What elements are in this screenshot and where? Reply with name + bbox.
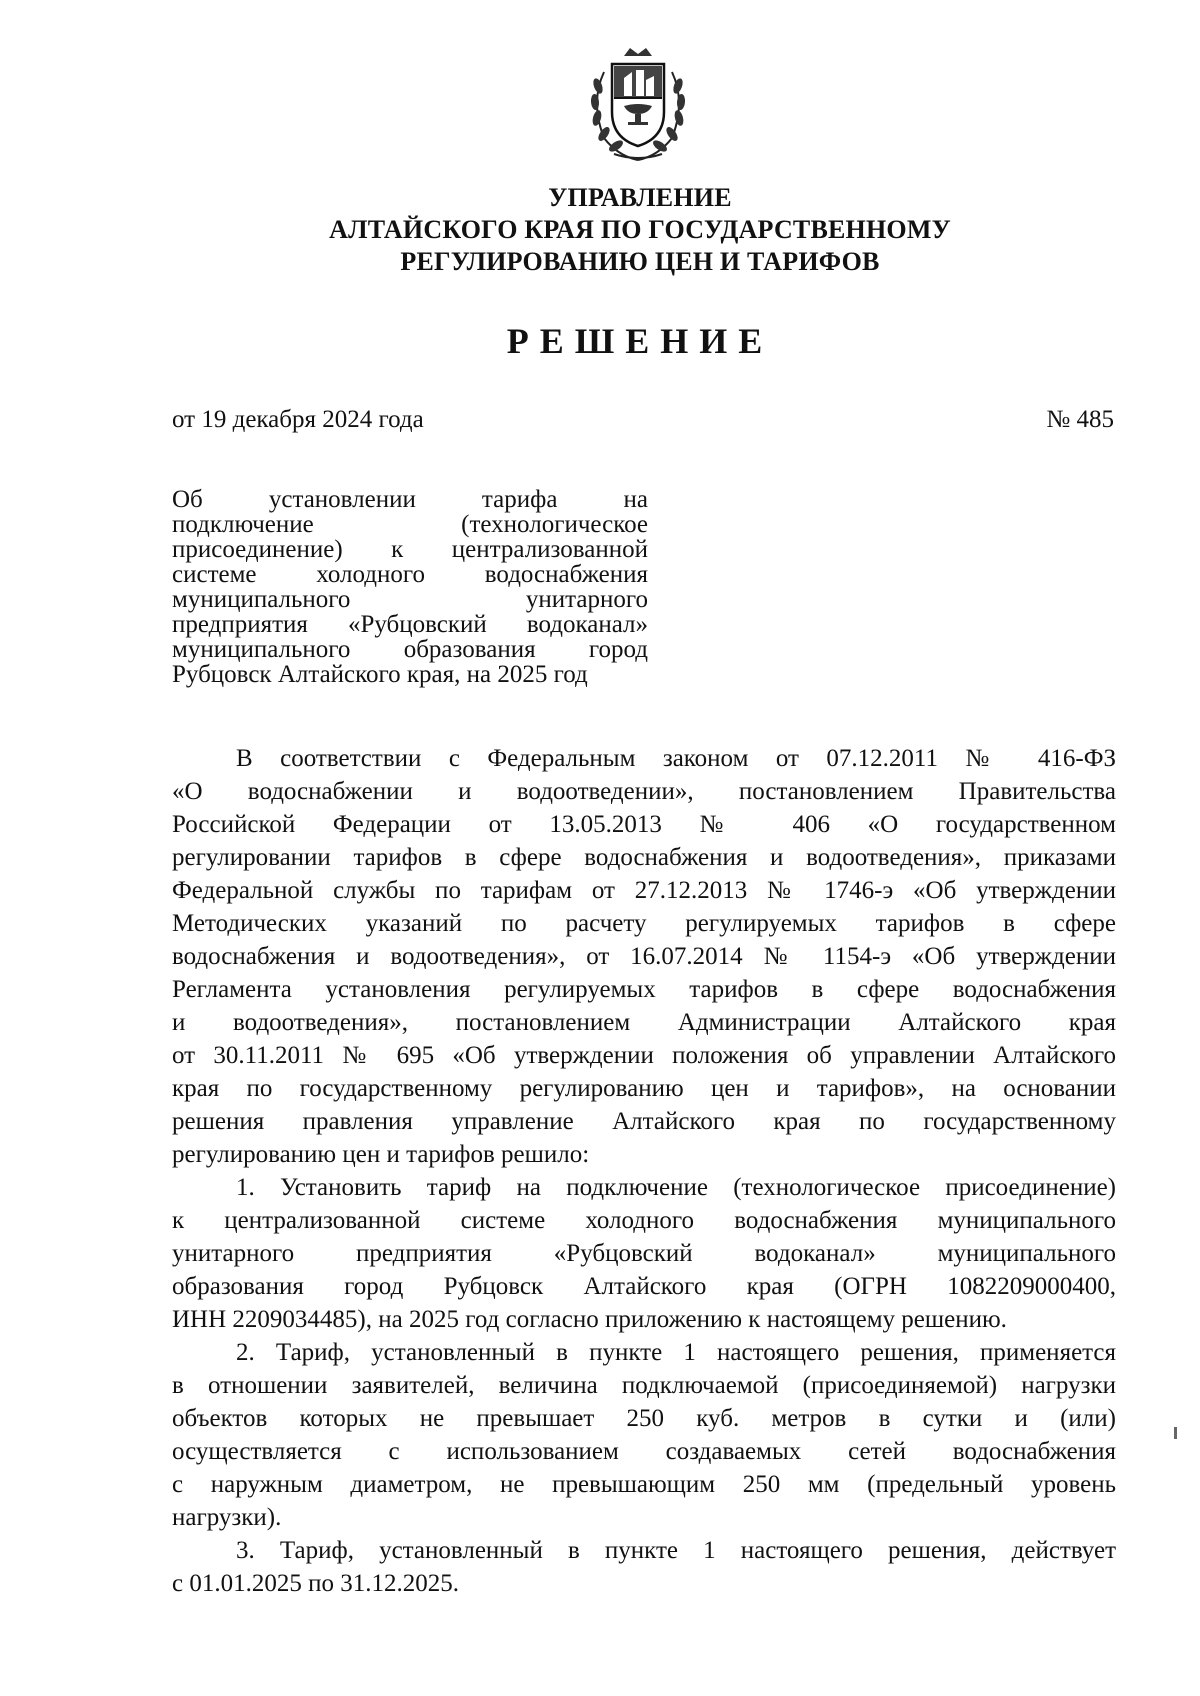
organization-title-line: УПРАВЛЕНИЕ [548, 183, 732, 212]
body-line: с 01.01.2025 по 31.12.2025. [172, 1570, 459, 1597]
body-line: водоснабжения и водоотведения», от 16.07.2014 № 1154-э «Об утверждении [172, 943, 1116, 970]
body-line: решения правления управление Алтайского края по государственному [172, 1108, 1116, 1135]
document-date: от 19 декабря 2024 года [172, 406, 424, 433]
subject-line: системе холодного водоснабжения [172, 561, 648, 588]
document-subject [172, 487, 648, 687]
body-line: края по государственному регулированию цен и тарифов», на основании [172, 1075, 1116, 1102]
subject-line: Об установлении тарифа на [172, 486, 648, 513]
body-line: в отношении заявителей, величина подключаемой (присоединяемой) нагрузки [172, 1372, 1116, 1399]
body-line: регулировании тарифов в сфере водоснабжения и водоотведения», приказами [172, 844, 1116, 871]
subject-line: предприятия «Рубцовский водоканал» [172, 611, 648, 638]
organization-title-line: АЛТАЙСКОГО КРАЯ ПО ГОСУДАРСТВЕННОМУ [329, 215, 951, 244]
body-line: к централизованной системе холодного водоснабжения муниципального [172, 1207, 1116, 1234]
body-line: «О водоснабжении и водоотведении», постановлением Правительства [172, 778, 1116, 805]
body-line: объектов которых не превышает 250 куб. метров в сутки и (или) [172, 1405, 1116, 1432]
body-line: 2. Тариф, установленный в пункте 1 настоящего решения, применяется [236, 1339, 1116, 1366]
document-type-heading: РЕШЕНИЕ [506, 321, 774, 361]
body-line: с наружным диаметром, не превышающим 250 мм (предельный уровень [172, 1471, 1116, 1498]
organization-title [200, 182, 1080, 278]
body-line: Российской Федерации от 13.05.2013 № 406 «О государственном [172, 811, 1116, 838]
body-line: образования город Рубцовск Алтайского края (ОГРН 1082209000400, [172, 1273, 1116, 1300]
coat-of-arms-icon [584, 42, 692, 164]
document-body [172, 742, 1116, 1600]
body-line: ИНН 2209034485), на 2025 год согласно приложению к настоящему решению. [172, 1306, 1007, 1333]
subject-line: присоединение) к централизованной [172, 536, 648, 563]
document-number: № 485 [1046, 406, 1114, 433]
body-line: от 30.11.2011 № 695 «Об утверждении положения об управлении Алтайского [172, 1042, 1116, 1069]
body-line: 3. Тариф, установленный в пункте 1 настоящего решения, действует [236, 1537, 1116, 1564]
body-line: Регламента установления регулируемых тарифов в сфере водоснабжения [172, 976, 1116, 1003]
subject-line: подключение (технологическое [172, 511, 648, 538]
body-line: унитарного предприятия «Рубцовский водоканал» муниципального [172, 1240, 1116, 1267]
organization-title-line: РЕГУЛИРОВАНИЮ ЦЕН И ТАРИФОВ [400, 247, 880, 276]
body-line: 1. Установить тариф на подключение (технологическое присоединение) [236, 1174, 1116, 1201]
body-line: Федеральной службы по тарифам от 27.12.2013 № 1746-э «Об утверждении [172, 877, 1116, 904]
subject-line: Рубцовск Алтайского края, на 2025 год [172, 661, 588, 688]
margin-mark [1174, 1427, 1177, 1439]
body-line: нагрузки). [172, 1504, 282, 1531]
body-line: В соответствии с Федеральным законом от 07.12.2011 № 416-ФЗ [236, 745, 1116, 772]
body-line: Методических указаний по расчету регулируемых тарифов в сфере [172, 910, 1116, 937]
body-line: регулированию цен и тарифов решило: [172, 1141, 590, 1168]
subject-line: муниципального унитарного [172, 586, 648, 613]
subject-line: муниципального образования город [172, 636, 648, 663]
body-line: осуществляется с использованием создаваемых сетей водоснабжения [172, 1438, 1116, 1465]
body-line: и водоотведения», постановлением Администрации Алтайского края [172, 1009, 1116, 1036]
